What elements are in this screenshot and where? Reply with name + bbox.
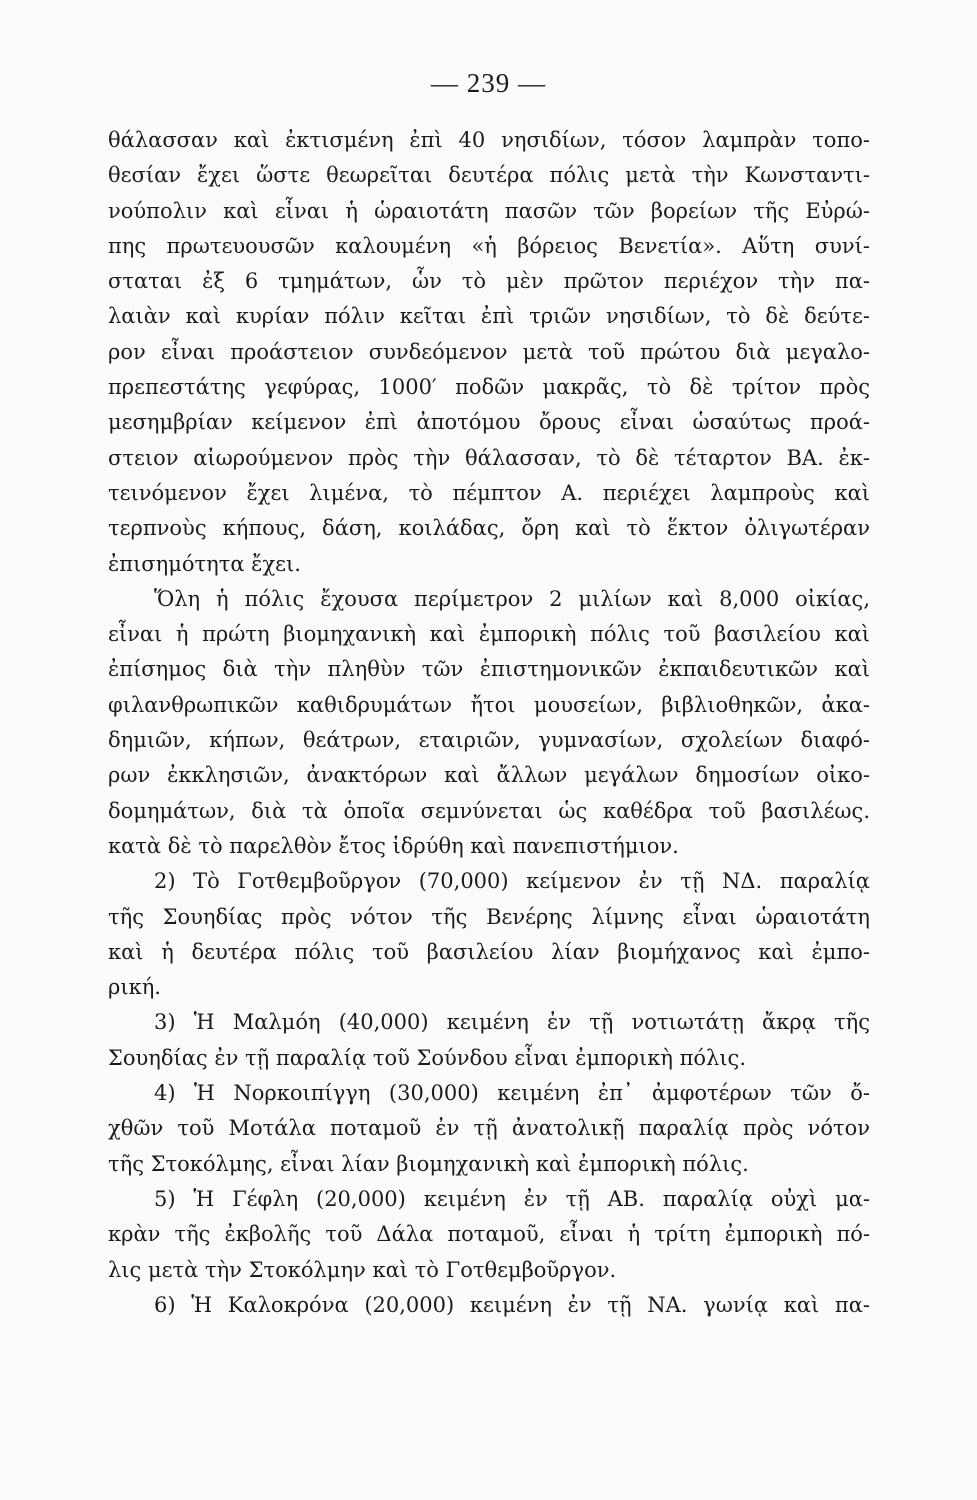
text-line: δομημάτων, διὰ τὰ ὁποῖα σεμνύνεται ὡς καθέδρα τοῦ βασιλέως. [108, 798, 870, 823]
text-line: τῆς Στοκόλμης, εἶναι λίαν βιομηχανικὴ καὶ ἐμπορικὴ πόλις. [108, 1151, 749, 1176]
text-line: 5) Ἡ Γέφλη (20,000) κειμένη ἐν τῇ ΑΒ. παραλίᾳ οὐχὶ μα- [154, 1186, 870, 1211]
text-line: τῆς Σουηδίας πρὸς νότον τῆς Βενέρης λίμνης εἶναι ὡραιοτάτη [108, 904, 870, 929]
text-line: τερπνοὺς κήπους, δάση, κοιλάδας, ὄρη καὶ τὸ ἕκτον ὀλιγωτέραν [108, 516, 870, 541]
text-line: ἐπισημότητα ἔχει. [108, 551, 301, 576]
text-line: 6) Ἡ Καλοκρόνα (20,000) κειμένη ἐν τῇ ΝΑ. γωνίᾳ καὶ πα- [154, 1292, 870, 1317]
text-line: νούπολιν καὶ εἶναι ἡ ὡραιοτάτη πασῶν τῶν βορείων τῆς Εὐρώ- [108, 198, 870, 223]
text-line: μεσημβρίαν κείμενον ἐπὶ ἀποτόμου ὄρους εἶναι ὡσαύτως προά- [108, 410, 870, 435]
body-text [108, 123, 870, 1323]
text-line: καὶ ἡ δευτέρα πόλις τοῦ βασιλείου λίαν βιομήχανος καὶ ἐμπο- [108, 939, 870, 964]
text-line: 3) Ἡ Μαλμόη (40,000) κειμένη ἐν τῇ νοτιωτάτῃ ἄκρᾳ τῆς [154, 1010, 870, 1035]
text-line: χθῶν τοῦ Μοτάλα ποταμοῦ ἐν τῇ ἀνατολικῇ παραλίᾳ πρὸς νότον [108, 1116, 870, 1141]
text-line: φιλανθρωπικῶν καθιδρυμάτων ἤτοι μουσείων, βιβλιοθηκῶν, ἀκα- [108, 692, 870, 717]
text-line: ρον εἶναι προάστειον συνδεόμενον μετὰ τοῦ πρώτου διὰ μεγαλο- [108, 339, 870, 364]
text-line: δημιῶν, κήπων, θεάτρων, εταιριῶν, γυμνασίων, σχολείων διαφό- [108, 728, 870, 753]
text-line: ρων ἐκκλησιῶν, ἀνακτόρων καὶ ἄλλων μεγάλων δημοσίων οἰκο- [108, 763, 870, 788]
text-line: λαιὰν καὶ κυρίαν πόλιν κεῖται ἐπὶ τριῶν νησιδίων, τὸ δὲ δεύτε- [108, 304, 870, 329]
text-line: 4) Ἡ Νορκοιπίγγη (30,000) κειμένη ἐπ᾽ ἀμφοτέρων τῶν ὄ- [154, 1081, 870, 1106]
text-line: πης πρωτευουσῶν καλουμένη «ἡ βόρειος Βενετία». Αὕτη συνί- [108, 233, 870, 258]
text-line: ρική. [108, 975, 161, 1000]
text-line: Ὅλη ἡ πόλις ἔχουσα περίμετρον 2 μιλίων καὶ 8,000 οἰκίας, [154, 586, 870, 611]
text-line: τεινόμενον ἔχει λιμένα, τὸ πέμπτον Α. περιέχει λαμπροὺς καὶ [108, 480, 870, 505]
text-line: θεσίαν ἔχει ὥστε θεωρεῖται δευτέρα πόλις μετὰ τὴν Κωνσταντι- [108, 163, 870, 188]
text-line: στειον αἰωρούμενον πρὸς τὴν θάλασσαν, τὸ δὲ τέταρτον ΒΑ. ἐκ- [108, 445, 870, 470]
text-line: σταται ἐξ 6 τμημάτων, ὧν τὸ μὲν πρῶτον περιέχον τὴν πα- [108, 269, 870, 294]
text-line: λις μετὰ τὴν Στοκόλμην καὶ τὸ Γοτθεμβοῦργον. [108, 1257, 617, 1282]
text-line: 2) Τὸ Γοτθεμβοῦργον (70,000) κείμενον ἐν τῇ ΝΔ. παραλίᾳ [154, 869, 870, 894]
text-line: πρεπεστάτης γεφύρας, 1000′ ποδῶν μακρᾶς, τὸ δὲ τρίτον πρὸς [108, 375, 870, 400]
text-line: ἐπίσημος διὰ τὴν πληθὺν τῶν ἐπιστημονικῶν ἐκπαιδευτικῶν καὶ [108, 657, 870, 682]
text-line: θάλασσαν καὶ ἐκτισμένη ἐπὶ 40 νησιδίων, τόσον λαμπρὰν τοπο- [108, 128, 870, 152]
text-line: Σουηδίας ἐν τῇ παραλίᾳ τοῦ Σούνδου εἶναι ἐμπορικὴ πόλις. [108, 1045, 746, 1070]
page-number: — 239 — [431, 68, 546, 98]
text-line: εἶναι ἡ πρώτη βιομηχανικὴ καὶ ἐμπορικὴ πόλις τοῦ βασιλείου καὶ [108, 622, 870, 647]
text-line: κατὰ δὲ τὸ παρελθὸν ἔτος ἱδρύθη καὶ πανεπιστήμιον. [108, 833, 679, 858]
text-line: κρὰν τῆς ἐκβολῆς τοῦ Δάλα ποταμοῦ, εἶναι ἡ τρίτη ἐμπορικὴ πό- [108, 1222, 870, 1247]
